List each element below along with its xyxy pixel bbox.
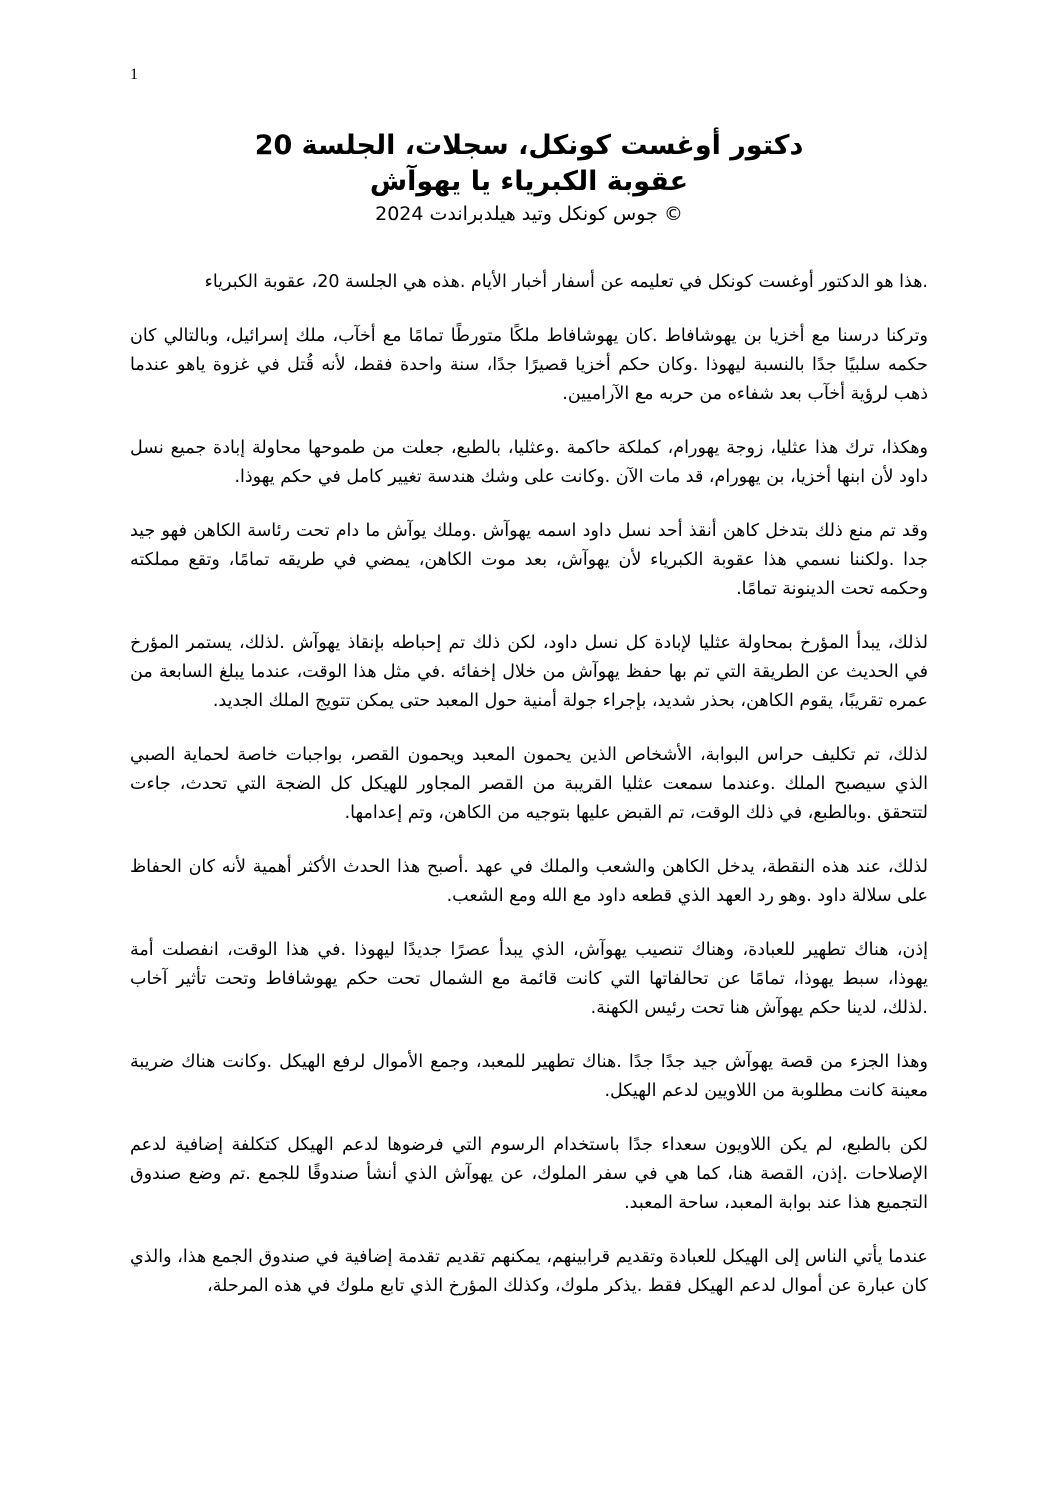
paragraph: لذلك، عند هذه النقطة، يدخل الكاهن والشعب والملك في عهد .أصبح هذا الحدث الأكثر أهمية لأنه كان الحفاظ على سلالة داود .وهو رد العهد الذي قطعه داود مع الله ومع الشعب. — [130, 857, 928, 906]
copyright-line: جوس كونكل وتيد هيلدبراندت 2024 © — [375, 203, 683, 225]
document-title: دكتور أوغست كونكل، سجلات، الجلسة 20 — [254, 130, 804, 161]
document-subtitle: عقوبة الكبرياء يا يهوآش — [369, 166, 689, 197]
paragraph: عندما يأتي الناس إلى الهيكل للعبادة وتقديم قرابينهم، يمكنهم تقديم تقدمة إضافية في صندوق الجمع هذا، والذي كان عبارة عن أموال لدعم الهيكل فقط .يذكر ملوك، وكذلك المؤرخ الذي تابع ملوك في هذه المرحلة، — [130, 1247, 928, 1296]
paragraph: .هذا هو الدكتور أوغست كونكل في تعليمه عن أسفار أخبار الأيام .هذه هي الجلسة 20، عقوبة الكبرياء — [204, 272, 928, 292]
paragraph: وتركنا درسنا مع أخزيا بن يهوشافاط .كان يهوشافاط ملكًا متورطًا تمامًا مع أخآب، ملك إسرائيل، وبالتالي كان حكمه سلبيًا جدًا بالنسبة ليهوذا .وكان حكم أخزيا قصيرًا جدًا، سنة واحدة فقط، لأنه قُتل في غزوة ياهو عندما ذهب لرؤية أخآب بعد شفاءه من حربه مع الآراميين. — [130, 326, 928, 404]
document-header — [130, 128, 928, 228]
paragraph: لذلك، تم تكليف حراس البوابة، الأشخاص الذين يحمون المعبد ويحمون القصر، بواجبات خاصة لحماية الصبي الذي سيصبح الملك .وعندما سمعت عثليا القريبة من القصر المجاور للهيكل كل الضجة التي تحدث، جاءت لتتحقق .وبالطبع، في ذلك الوقت، تم القبض عليها بتوجيه من الكاهن، وتم إعدامها. — [130, 745, 928, 823]
paragraph: وهكذا، ترك هذا عثليا، زوجة يهورام، كملكة حاكمة .وعثليا، بالطبع، جعلت من طموحها محاولة إبادة جميع نسل داود لأن ابنها أخزيا، بن يهورام، قد مات الآن .وكانت على وشك هندسة تغيير كامل في حكم يهوذا. — [130, 438, 928, 487]
document-body — [130, 268, 928, 1326]
page-number: 1 — [130, 66, 138, 83]
paragraph: وهذا الجزء من قصة يهوآش جيد جدًا جدًا .هناك تطهير للمعبد، وجمع الأموال لرفع الهيكل .وكانت هناك ضريبة معينة كانت مطلوبة من اللاويين لدعم الهيكل. — [130, 1052, 928, 1101]
paragraph: إذن، هناك تطهير للعبادة، وهناك تنصيب يهوآش، الذي يبدأ عصرًا جديدًا ليهوذا .في هذا الوقت، انفصلت أمة يهوذا، سبط يهوذا، تمامًا عن تحالفاتها التي كانت قائمة مع الشمال تحت حكم يهوشافاط وتحت تأثير آخاب .لذلك، لدينا حكم يهوآش هنا تحت رئيس الكهنة. — [130, 940, 928, 1018]
paragraph: لكن بالطبع، لم يكن اللاويون سعداء جدًا باستخدام الرسوم التي فرضوها لدعم الهيكل كتكلفة إضافية لدعم الإصلاحات .إذن، القصة هنا، كما هي في سفر الملوك، عن يهوآش الذي أنشأ صندوقًا للجمع .تم وضع صندوق التجميع هذا عند بوابة المعبد، ساحة المعبد. — [130, 1135, 928, 1213]
paragraph: وقد تم منع ذلك بتدخل كاهن أنقذ أحد نسل داود اسمه يهوآش .وملك يوآش ما دام تحت رئاسة الكاهن فهو جيد جدا .ولكننا نسمي هذا عقوبة الكبرياء لأن يهوآش، بعد موت الكاهن، يمضي في طريقه تمامًا، وتقع مملكته وحكمه تحت الدينونة تمامًا. — [130, 521, 928, 599]
paragraph: لذلك، يبدأ المؤرخ بمحاولة عثليا لإبادة كل نسل داود، لكن ذلك تم إحباطه بإنقاذ يهوآش .لذلك، يستمر المؤرخ في الحديث عن الطريقة التي تم بها حفظ يهوآش من خلال إخفائه .في مثل هذا الوقت، عندما يبلغ السابعة من عمره تقريبًا، يقوم الكاهن، بحذر شديد، بإجراء جولة أمنية حول المعبد حتى يمكن تتويج الملك الجديد. — [130, 633, 928, 711]
